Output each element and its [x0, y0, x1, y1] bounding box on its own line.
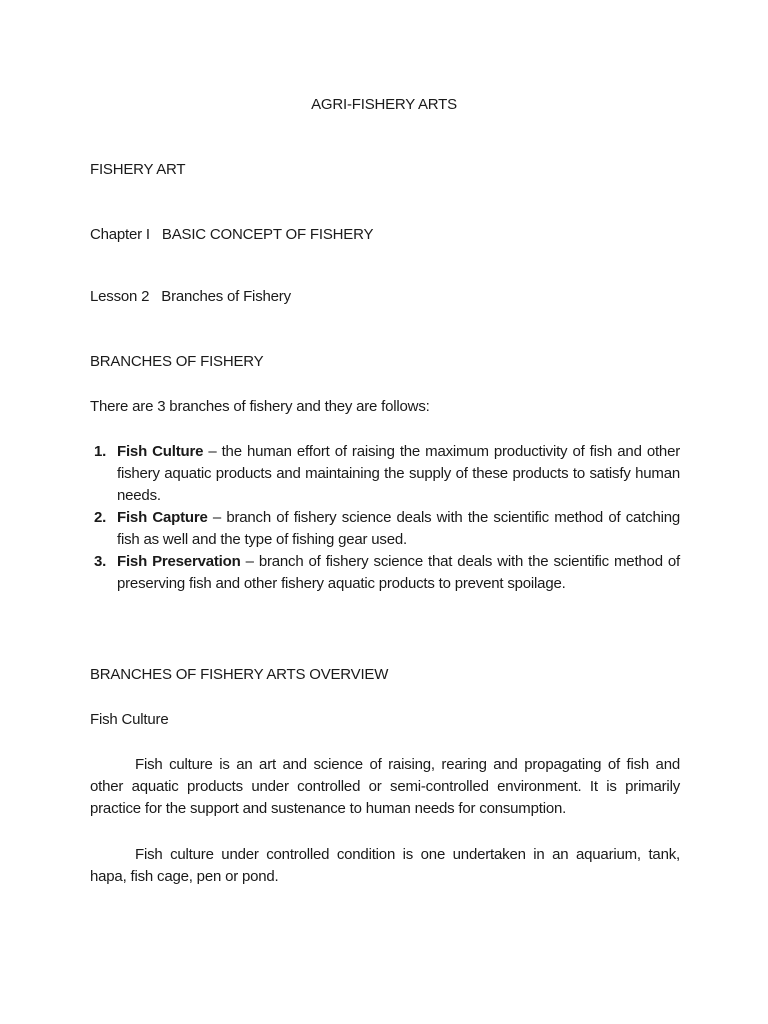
list-item-definition: – branch of fishery science that deals with the scientific method of preserving fish and other fishery aquatic products to prevent spoilage. [117, 553, 681, 592]
list-item-definition: – branch of fishery science deals with the scientific method of catching fish as well and the type of fishing gear used. [117, 509, 680, 548]
list-item-number: 3. [94, 553, 107, 570]
list-item-number: 1. [94, 443, 107, 460]
list-item [90, 551, 680, 595]
lesson-label: Lesson 2 [90, 288, 150, 305]
intro-text: There are 3 branches of fishery and they are follows: [90, 398, 430, 415]
subsection-heading-fish-culture: Fish Culture [90, 711, 169, 728]
list-item-term: Fish Capture [117, 509, 208, 526]
lesson-heading [90, 287, 291, 307]
section-heading-overview: BRANCHES OF FISHERY ARTS OVERVIEW [90, 666, 389, 683]
paragraph-fish-culture-definition: Fish culture is an art and science of raising, rearing and propagating of fish and other aquatic products under controlled or semi-controlled environment. It is primarily practice for the support and sustenance to human needs for consumption. [90, 756, 680, 817]
list-item [90, 441, 680, 507]
section-heading-branches: BRANCHES OF FISHERY [90, 353, 264, 370]
list-item-number: 2. [94, 509, 107, 526]
list-item-definition: – the human effort of raising the maximum productivity of fish and other fishery aquatic products and maintaining the supply of these products to satisfy human needs. [117, 443, 681, 504]
chapter-title: BASIC CONCEPT OF FISHERY [161, 226, 374, 243]
branches-list [90, 441, 680, 595]
list-item-term: Fish Preservation [117, 553, 241, 570]
chapter-heading [90, 225, 373, 245]
list-item-term: Fish Culture [117, 443, 204, 460]
lesson-title: Branches of Fishery [161, 288, 291, 305]
document-title: AGRI-FISHERY ARTS [311, 96, 457, 113]
subject-heading: FISHERY ART [90, 161, 186, 178]
paragraph-controlled-condition: Fish culture under controlled condition is one undertaken in an aquarium, tank, hapa, fish cage, pen or pond. [90, 846, 680, 885]
chapter-label: Chapter I [90, 226, 150, 243]
list-item [90, 507, 680, 551]
